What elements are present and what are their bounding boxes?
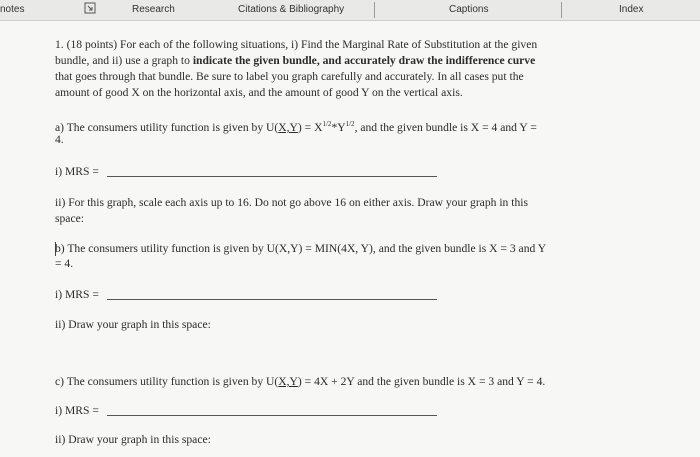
- part-c-text-1: c) The consumers utility function is given by U(: [55, 375, 279, 388]
- part-c-mrs-answer-line[interactable]: [107, 405, 437, 416]
- part-b-line-2: = 4.: [55, 257, 74, 270]
- part-b-mrs-answer-line[interactable]: [107, 289, 437, 300]
- part-b-line-1: b) The consumers utility function is given by U(X,Y) = MIN(4X, Y), and the given bundle is X = 3 and Y: [55, 242, 547, 255]
- part-a-line-1: [55, 116, 537, 136]
- ribbon-tab-research[interactable]: Research: [132, 4, 175, 15]
- ribbon-tab-citations[interactable]: Citations & Bibliography: [238, 4, 345, 15]
- ribbon-tab-index[interactable]: Index: [619, 4, 644, 15]
- ribbon-toolbar: [0, 0, 700, 21]
- part-b-mrs: [55, 287, 99, 303]
- part-c-xy: X,Y: [278, 375, 298, 388]
- part-c-mrs-label: i) MRS =: [55, 404, 99, 417]
- question-line-4: amount of good X on the horizontal axis, and the amount of good Y on the vertical axis.: [55, 86, 463, 99]
- insert-endnote-icon[interactable]: [84, 2, 96, 17]
- part-a-text-3: *Y: [331, 120, 346, 134]
- question-line-3: that goes through that bundle. Be sure to label you graph carefully and accurately. In all cases put the: [55, 70, 524, 83]
- question-line-2: [55, 53, 535, 69]
- part-a-exponent-1: 1/2: [322, 120, 332, 128]
- part-a-graph-line-2: space:: [55, 212, 84, 225]
- part-a-graph-line-1: ii) For this graph, scale each axis up to 16. Do not go above 16 on either axis. Draw your graph in this: [55, 196, 528, 209]
- question-line-2-text: bundle, and ii) use a graph to: [55, 54, 193, 67]
- part-a-line-2: 4.: [55, 133, 64, 146]
- part-a-text-2: ) = X: [297, 120, 323, 134]
- part-c-graph: ii) Draw your graph in this space:: [55, 433, 211, 446]
- ribbon-tab-captions[interactable]: Captions: [449, 4, 489, 15]
- part-c-mrs: [55, 403, 99, 419]
- question-line-2-bold: indicate the given bundle, and accurately draw the indifference curve: [192, 54, 536, 67]
- part-b-graph: ii) Draw your graph in this space:: [55, 318, 211, 331]
- part-a-mrs: [55, 164, 99, 180]
- question-line-1: 1. (18 points) For each of the following situations, i) Find the Marginal Rate of Substitution at the given: [55, 38, 538, 51]
- part-a-text-4: , and the given bundle is X = 4 and Y =: [354, 120, 537, 134]
- ribbon-tab-notes[interactable]: notes: [0, 4, 25, 15]
- part-a-mrs-label: i) MRS =: [55, 165, 99, 178]
- part-a-xy: X,Y: [278, 120, 298, 134]
- part-c-line-1: [55, 374, 545, 390]
- document-page[interactable]: [0, 21, 700, 457]
- part-b-mrs-label: i) MRS =: [55, 288, 99, 301]
- ribbon-divider: [561, 2, 562, 18]
- part-a-text-1: a) The consumers utility function is given by U(: [55, 120, 279, 134]
- part-c-text-2: ) = 4X + 2Y and the given bundle is X = 3 and Y = 4.: [297, 375, 546, 388]
- part-a-mrs-answer-line[interactable]: [107, 166, 437, 177]
- part-a-exponent-2: 1/2: [345, 120, 355, 128]
- ribbon-divider: [374, 2, 375, 18]
